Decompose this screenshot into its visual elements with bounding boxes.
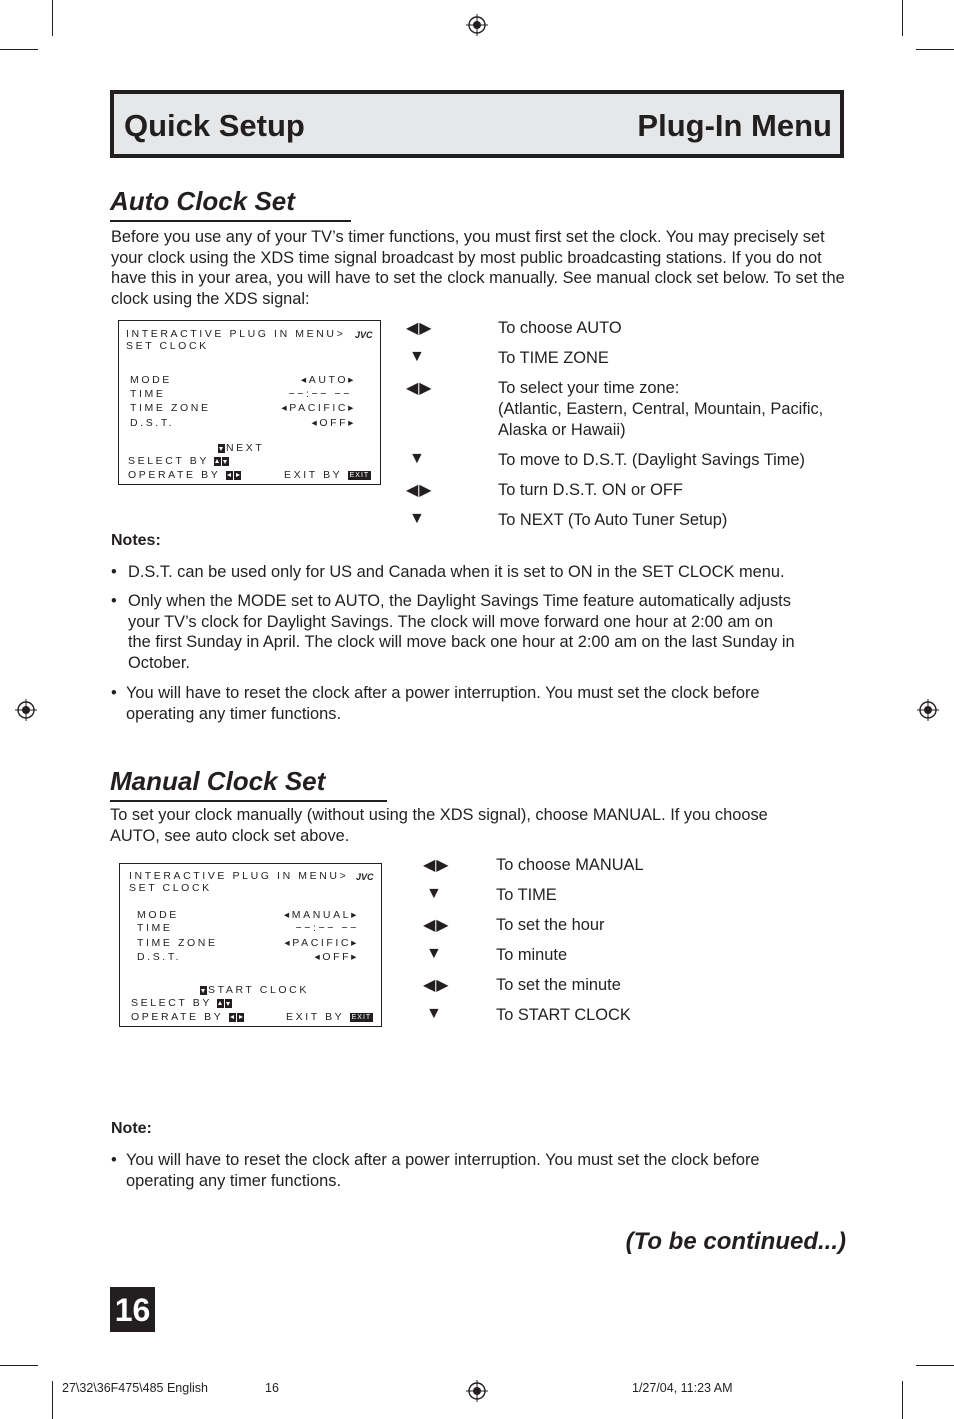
note-item <box>111 683 846 727</box>
bullet-icon: • <box>111 592 117 610</box>
note-text: D.S.T. can be used only for US and Canada when it is set to ON in the SET CLOCK menu. <box>128 563 785 581</box>
auto-step-text: Alaska or Hawaii) <box>498 421 626 439</box>
manual-clock-intro-line: To set your clock manually (without using the XDS signal), choose MANUAL. If you choose <box>110 806 768 824</box>
auto-step-text: (Atlantic, Eastern, Central, Mountain, Pacific, <box>498 400 824 418</box>
bullet-icon: • <box>111 1151 117 1169</box>
manual-clock-rule <box>110 800 387 802</box>
registration-mark-icon <box>466 1380 488 1402</box>
crop-mark <box>902 0 903 36</box>
menu-select-row <box>128 455 230 467</box>
footer-date: 1/27/04, 11:23 AM <box>632 1381 733 1395</box>
menu-dst-value: ◂OFF▸ <box>311 417 356 429</box>
left-right-arrows-icon: ◀▶ <box>423 857 450 874</box>
notes-heading: Notes: <box>111 532 161 549</box>
note-heading: Note: <box>111 1120 152 1137</box>
up-key-icon <box>217 999 224 1008</box>
note-text: the first Sunday in April. The clock will move back one hour at 2:00 am on the last Sunday in <box>128 633 795 652</box>
auto-set-clock-menu <box>118 320 381 485</box>
down-key-icon <box>218 444 225 453</box>
menu-zone-label: TIME ZONE <box>130 402 211 414</box>
left-key-icon <box>226 471 233 480</box>
note-item <box>111 591 846 675</box>
registration-mark-icon <box>917 699 939 721</box>
left-key-icon <box>229 1013 236 1022</box>
exit-key-icon: EXIT <box>349 471 370 479</box>
menu-dst-label: D.S.T. <box>130 417 175 429</box>
note-item <box>111 1150 846 1194</box>
menu-exit-label: EXIT BY <box>286 1011 345 1023</box>
menu-time-value: −−:−− −− <box>295 922 359 934</box>
jvc-logo: JVC <box>355 330 373 340</box>
auto-step-text: To move to D.S.T. (Daylight Savings Time) <box>498 451 805 469</box>
registration-mark-icon <box>15 699 37 721</box>
note-text: your TV’s clock for Daylight Savings. The clock will move forward one hour at 2:00 am on <box>128 612 773 631</box>
down-arrow-icon: ▼ <box>409 348 426 365</box>
menu-title: SET CLOCK <box>126 340 209 352</box>
menu-dst-label: D.S.T. <box>137 951 182 963</box>
menu-select-row <box>131 997 233 1009</box>
manual-step-text: To START CLOCK <box>496 1006 631 1024</box>
menu-exit-label: EXIT BY <box>284 469 343 481</box>
crop-mark <box>0 1365 38 1366</box>
menu-operate-label: OPERATE BY <box>128 469 221 481</box>
registration-mark-icon <box>466 14 488 36</box>
menu-operate-row <box>128 469 242 481</box>
bullet-icon: • <box>111 684 117 702</box>
menu-header-line: INTERACTIVE PLUG IN MENU> <box>126 328 346 340</box>
manual-step-text: To set the hour <box>496 916 605 934</box>
jvc-logo: JVC <box>356 872 374 882</box>
down-key-icon <box>200 986 207 995</box>
menu-zone-label: TIME ZONE <box>137 937 218 949</box>
note-text: You will have to reset the clock after a power interruption. You must set the clock before <box>126 1151 760 1169</box>
menu-time-value: −−:−− −− <box>288 388 352 400</box>
auto-step-text: To TIME ZONE <box>498 349 609 367</box>
right-key-icon <box>237 1013 244 1022</box>
note-text: operating any timer functions. <box>126 704 342 723</box>
page-number: 16 <box>110 1287 155 1332</box>
menu-exit-row <box>284 469 371 481</box>
footer-file-name: 27\32\36F475\485 English <box>62 1381 208 1395</box>
auto-clock-intro: Before you use any of your TV’s timer functions, you must first set the clock. You may precisely set your clock using the XDS time signal broadcast by most public broadcasting stations. If you do not have this in your area, you will have to set the clock manually. See manual clock set below. To set the clock using the XDS signal: <box>111 228 845 308</box>
crop-mark <box>0 49 38 50</box>
exit-key-icon: EXIT <box>351 1013 372 1021</box>
crop-mark <box>916 49 954 50</box>
menu-time-label: TIME <box>137 922 173 934</box>
auto-step-text: To NEXT (To Auto Tuner Setup) <box>498 511 728 529</box>
up-key-icon <box>214 457 221 466</box>
auto-step-text: To turn D.S.T. ON or OFF <box>498 481 683 499</box>
header-title-quick-setup: Quick Setup <box>124 108 305 143</box>
menu-mode-label: MODE <box>137 909 179 921</box>
note-text: Only when the MODE set to AUTO, the Daylight Savings Time feature automatically adjusts <box>128 592 791 610</box>
page-header <box>110 90 844 158</box>
auto-clock-title: Auto Clock Set <box>110 186 295 216</box>
crop-mark <box>916 1365 954 1366</box>
menu-mode-label: MODE <box>130 374 172 386</box>
menu-operate-row <box>131 1011 245 1023</box>
down-arrow-icon: ▼ <box>426 945 443 962</box>
menu-start-clock-row <box>200 984 309 996</box>
header-title-plug-in-menu: Plug-In Menu <box>637 108 832 143</box>
left-right-arrows-icon: ◀▶ <box>406 482 433 499</box>
footer-page: 16 <box>265 1381 279 1395</box>
page-header-inner <box>114 94 840 154</box>
menu-header-line: INTERACTIVE PLUG IN MENU> <box>129 870 349 882</box>
right-key-icon <box>234 471 241 480</box>
menu-time-label: TIME <box>130 388 166 400</box>
down-arrow-icon: ▼ <box>409 510 426 527</box>
bullet-icon: • <box>111 563 117 581</box>
down-arrow-icon: ▼ <box>409 450 426 467</box>
manual-step-text: To minute <box>496 946 568 964</box>
note-text: October. <box>128 653 190 672</box>
note-text: operating any timer functions. <box>126 1171 342 1190</box>
menu-zone-value: ◂PACIFIC▸ <box>284 937 359 949</box>
menu-select-label: SELECT BY <box>128 455 209 467</box>
auto-clock-rule <box>110 220 351 222</box>
manual-step-text: To set the minute <box>496 976 621 994</box>
menu-select-label: SELECT BY <box>131 997 212 1009</box>
left-right-arrows-icon: ◀▶ <box>423 977 450 994</box>
auto-step-text: To choose AUTO <box>498 319 622 337</box>
manual-step-text: To choose MANUAL <box>496 856 644 874</box>
menu-mode-value: ◂MANUAL▸ <box>283 909 359 921</box>
down-key-icon <box>222 457 229 466</box>
menu-next-row <box>218 442 264 454</box>
left-right-arrows-icon: ◀▶ <box>406 320 433 337</box>
manual-step-text: To TIME <box>496 886 557 904</box>
manual-clock-intro-line: AUTO, see auto clock set above. <box>110 827 350 845</box>
manual-clock-title: Manual Clock Set <box>110 766 326 796</box>
down-arrow-icon: ▼ <box>426 1005 443 1022</box>
manual-set-clock-menu <box>119 863 382 1027</box>
crop-mark <box>52 1381 53 1419</box>
left-right-arrows-icon: ◀▶ <box>406 380 433 397</box>
menu-start-clock-label: START CLOCK <box>208 984 309 996</box>
note-text: You will have to reset the clock after a power interruption. You must set the clock before <box>126 684 760 702</box>
menu-title: SET CLOCK <box>129 882 212 894</box>
menu-dst-value: ◂OFF▸ <box>314 951 359 963</box>
menu-next-label: NEXT <box>226 442 265 454</box>
to-be-continued: (To be continued...) <box>625 1228 846 1255</box>
menu-operate-label: OPERATE BY <box>131 1011 224 1023</box>
menu-mode-value: ◂AUTO▸ <box>300 374 356 386</box>
crop-mark <box>52 0 53 36</box>
crop-mark <box>902 1381 903 1419</box>
menu-exit-row <box>286 1011 373 1023</box>
auto-step-text: To select your time zone: <box>498 379 680 397</box>
menu-zone-value: ◂PACIFIC▸ <box>281 402 356 414</box>
left-right-arrows-icon: ◀▶ <box>423 917 450 934</box>
down-arrow-icon: ▼ <box>426 885 443 902</box>
down-key-icon <box>225 999 232 1008</box>
